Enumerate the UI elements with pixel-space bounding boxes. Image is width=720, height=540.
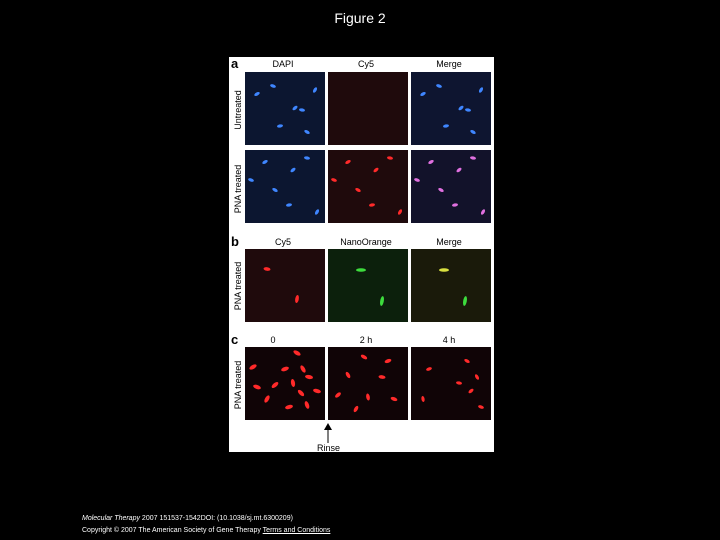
micrograph-b-cy5-image <box>245 249 325 322</box>
micrograph-c-0h-image <box>245 347 325 420</box>
panel-c-letter: c <box>231 332 239 347</box>
col-head-cy5: Cy5 <box>357 59 374 69</box>
row-label-pna-treated-b: PNA treated <box>233 261 243 311</box>
micrograph-a-merge-treated-image <box>411 150 491 223</box>
col-head-dapi: DAPI <box>272 59 294 69</box>
micrograph-a-dapi-untreated-image <box>245 72 325 145</box>
micrograph-a-dapi-treated-image <box>245 150 325 223</box>
micrograph-c-2h-image <box>328 347 408 420</box>
micrograph-a-cy5-treated <box>328 150 408 223</box>
micrograph-b-nanoorange <box>328 249 408 322</box>
col-head-0: 0 <box>270 335 276 345</box>
rinse-label: Rinse <box>317 443 341 453</box>
panel-b-letter: b <box>231 234 239 249</box>
col-head-merge: Merge <box>436 59 462 69</box>
col-head-b-merge: Merge <box>436 237 462 247</box>
copyright-text: Copyright © 2007 The American Society of Gene Therapy <box>82 527 261 534</box>
micrograph-a-dapi-untreated <box>245 72 325 145</box>
citation-details: 2007 151537-1542DOI: (10.1038/sj.mt.6300209) <box>141 515 293 522</box>
micrograph-a-cy5-treated-image <box>328 150 408 223</box>
micrograph-c-4h-image <box>411 347 491 420</box>
micrograph-b-cy5 <box>245 249 325 322</box>
terms-link[interactable]: Terms and Conditions <box>262 527 331 534</box>
figure-panel <box>229 57 494 452</box>
copyright-line <box>82 527 330 534</box>
citation-line <box>82 515 293 522</box>
rinse-arrow-icon <box>323 423 333 443</box>
row-label-pna-treated-a: PNA treated <box>233 164 243 214</box>
micrograph-a-cy5-untreated-image <box>328 72 408 145</box>
micrograph-c-0h <box>245 347 325 420</box>
micrograph-b-nanoorange-image <box>328 249 408 322</box>
col-head-4h: 4 h <box>442 335 456 345</box>
col-head-nanoorange: NanoOrange <box>340 237 392 247</box>
micrograph-b-merge <box>411 249 491 322</box>
micrograph-a-merge-treated <box>411 150 491 223</box>
micrograph-a-cy5-untreated <box>328 72 408 145</box>
row-label-untreated: Untreated <box>233 90 243 130</box>
col-head-b-cy5: Cy5 <box>274 237 291 247</box>
micrograph-a-merge-untreated <box>411 72 491 145</box>
slide-title: Figure 2 <box>334 10 386 26</box>
col-head-2h: 2 h <box>359 335 373 345</box>
micrograph-a-merge-untreated-image <box>411 72 491 145</box>
micrograph-a-dapi-treated <box>245 150 325 223</box>
micrograph-b-merge-image <box>411 249 491 322</box>
journal-name: Molecular Therapy <box>82 515 140 522</box>
panel-a-letter: a <box>231 56 239 71</box>
micrograph-c-2h <box>328 347 408 420</box>
micrograph-c-4h <box>411 347 491 420</box>
row-label-pna-treated-c: PNA treated <box>233 360 243 410</box>
